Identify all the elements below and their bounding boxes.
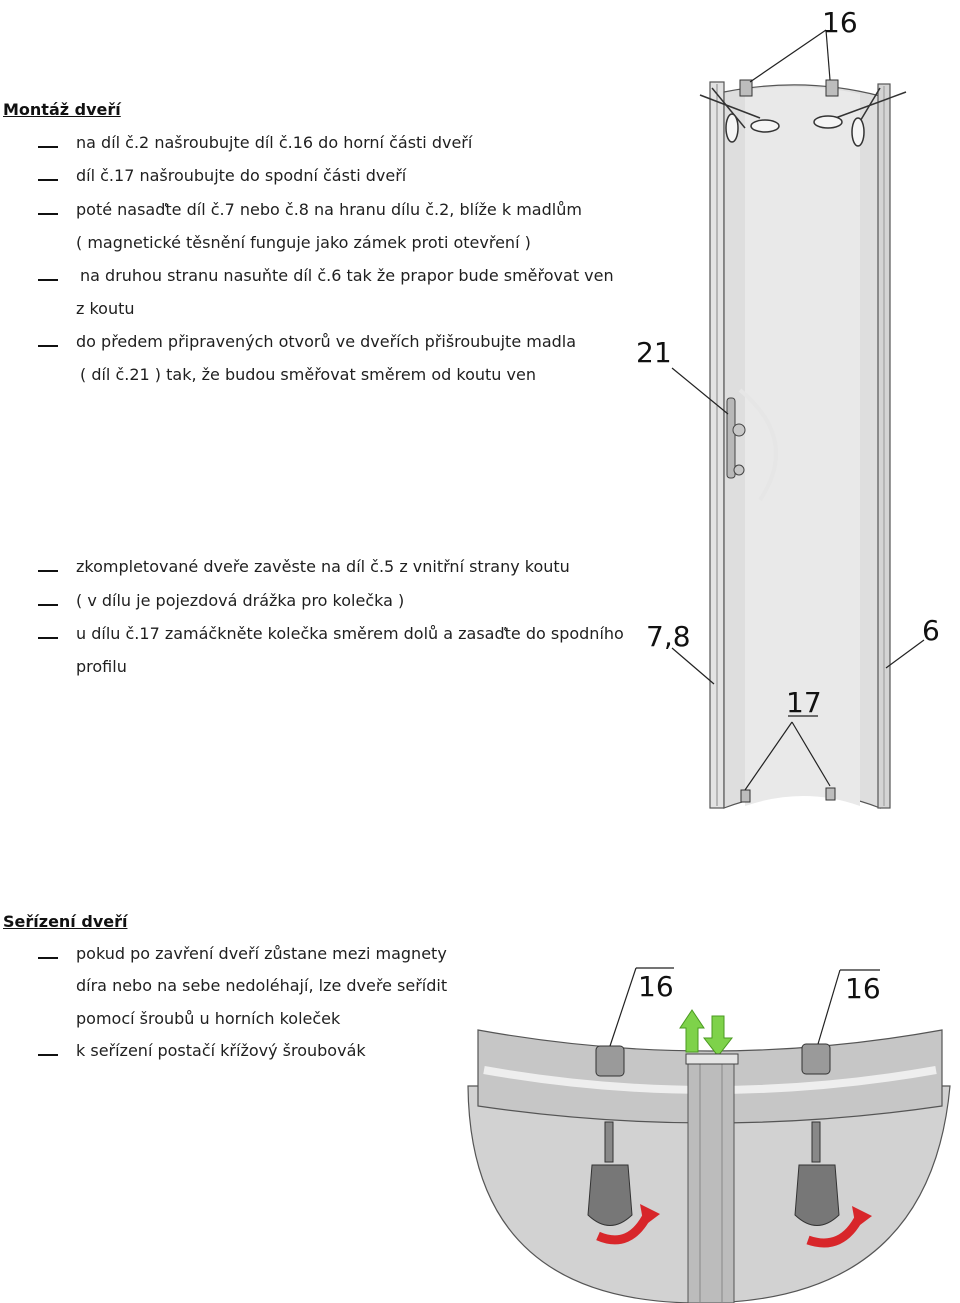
callout-label-16-left: 16	[638, 970, 674, 1003]
instruction-line: zkompletované dveře zavěste na díl č.5 z vnitřní strany koutu	[76, 557, 570, 576]
callout-label-6: 6	[922, 614, 940, 647]
instruction-line: pokud po zavření dveří zůstane mezi magnety	[76, 944, 447, 963]
instruction-line: díra nebo na sebe nedoléhají, lze dveře seřídit	[76, 976, 448, 995]
magnet-gap	[686, 1054, 738, 1064]
instruction-line: do předem připravených otvorů ve dveřích přišroubujte madla	[76, 332, 577, 351]
instruction-line: na druhou stranu nasuňte díl č.6 tak že prapor bude směřovat ven	[80, 266, 614, 285]
center-channel	[688, 1060, 734, 1303]
wheel-housing-right	[802, 1044, 830, 1074]
instruction-line: díl č.17 našroubujte do spodní části dveří	[76, 166, 407, 185]
top-screw-right	[826, 80, 838, 96]
bottom-screw-right	[826, 788, 835, 800]
left-profile-part	[710, 82, 724, 808]
instruction-line: poté nasaďte díl č.7 nebo č.8 na hranu dílu č.2, blíže k madlům	[76, 200, 582, 219]
down-arrow-icon	[704, 1016, 732, 1056]
instruction-line: z koutu	[76, 299, 135, 318]
roller-left	[588, 1165, 632, 1226]
screw-shaft-left	[605, 1122, 613, 1162]
section-title-door-adjustment: Seřízení dveří	[3, 912, 128, 931]
right-profile-part	[878, 84, 890, 808]
instruction-line: u dílu č.17 zamáčkněte kolečka směrem dolů a zasaďte do spodního	[76, 624, 624, 643]
callout-label-16-right: 16	[845, 972, 881, 1005]
top-screw-left	[740, 80, 752, 96]
screw-shaft-right	[812, 1122, 820, 1162]
up-arrow-icon	[680, 1010, 704, 1052]
callout-label-7-8: 7,8	[646, 620, 691, 653]
roller-right	[795, 1165, 839, 1226]
callout-label-21: 21	[636, 336, 672, 369]
door-adjustment-diagram	[0, 930, 960, 1303]
callout-label-17: 17	[786, 686, 822, 719]
instruction-line: ( díl č.21 ) tak, že budou směřovat směrem od koutu ven	[80, 365, 536, 384]
wheel-housing-left	[596, 1046, 624, 1076]
instruction-line: pomocí šroubů u horních koleček	[76, 1009, 341, 1028]
callout-label-16: 16	[822, 6, 858, 39]
bottom-screw-left	[741, 790, 750, 802]
instruction-line: ( magnetické těsnění funguje jako zámek proti otevření )	[76, 233, 531, 252]
section-title-door-assembly: Montáž dveří	[3, 100, 121, 119]
instruction-line: profilu	[76, 657, 127, 676]
instruction-line: ( v dílu je pojezdová drážka pro kolečka )	[76, 591, 405, 610]
instruction-line: na díl č.2 našroubujte díl č.16 do horní části dveří	[76, 133, 473, 152]
instruction-line: k seřízení postačí křížový šroubovák	[76, 1041, 366, 1060]
